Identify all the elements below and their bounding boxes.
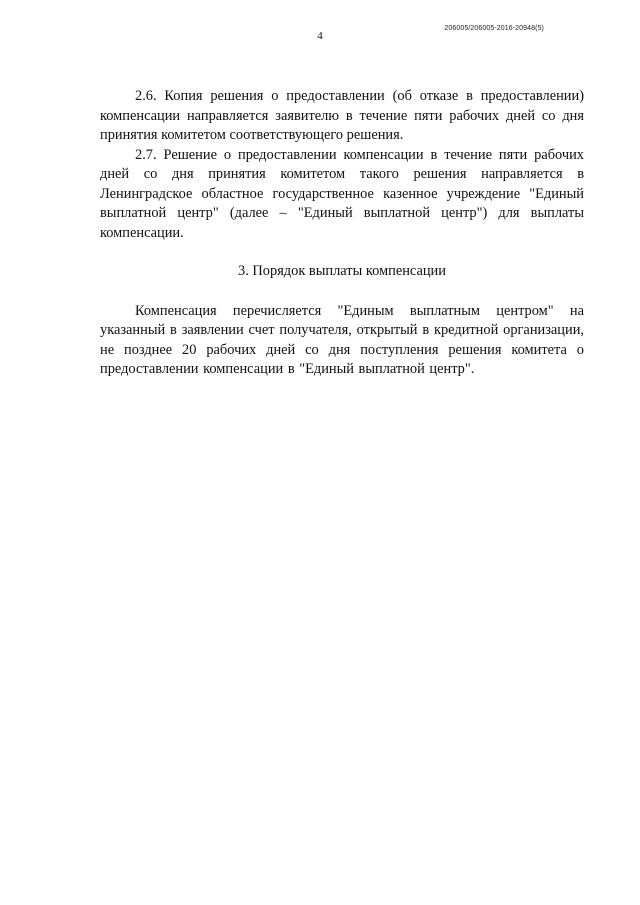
document-body bbox=[100, 87, 584, 380]
page-number: 4 bbox=[317, 30, 323, 42]
section-3-title: 3. Порядок выплаты компенсации bbox=[238, 263, 446, 279]
paragraph-2-7: 2.7. Решение о предоставлении компенсации в течение пяти рабочих дней со дня принятия комитетом такого решения направляется в Ленинградское областное государственное казенное учреждение "Единый выплатной центр" (далее – "Единый выплатной центр") для выплаты компенсации. bbox=[100, 146, 584, 241]
document-id: 206005/206005-2016-20948(5) bbox=[444, 25, 544, 32]
paragraph-2-6: 2.6. Копия решения о предоставлении (об отказе в предоставлении) компенсации направляется заявителю в течение пяти рабочих дней со дня принятия комитетом соответствующего решения. bbox=[100, 88, 584, 143]
paragraph-3: Компенсация перечисляется "Единым выплатным центром" на указанный в заявлении счет получателя, открытый в кредитной организации, не позднее 20 рабочих дней со дня поступления решения комитета о предоставлении компенсации в "Единый выплатной центр". bbox=[100, 302, 584, 377]
